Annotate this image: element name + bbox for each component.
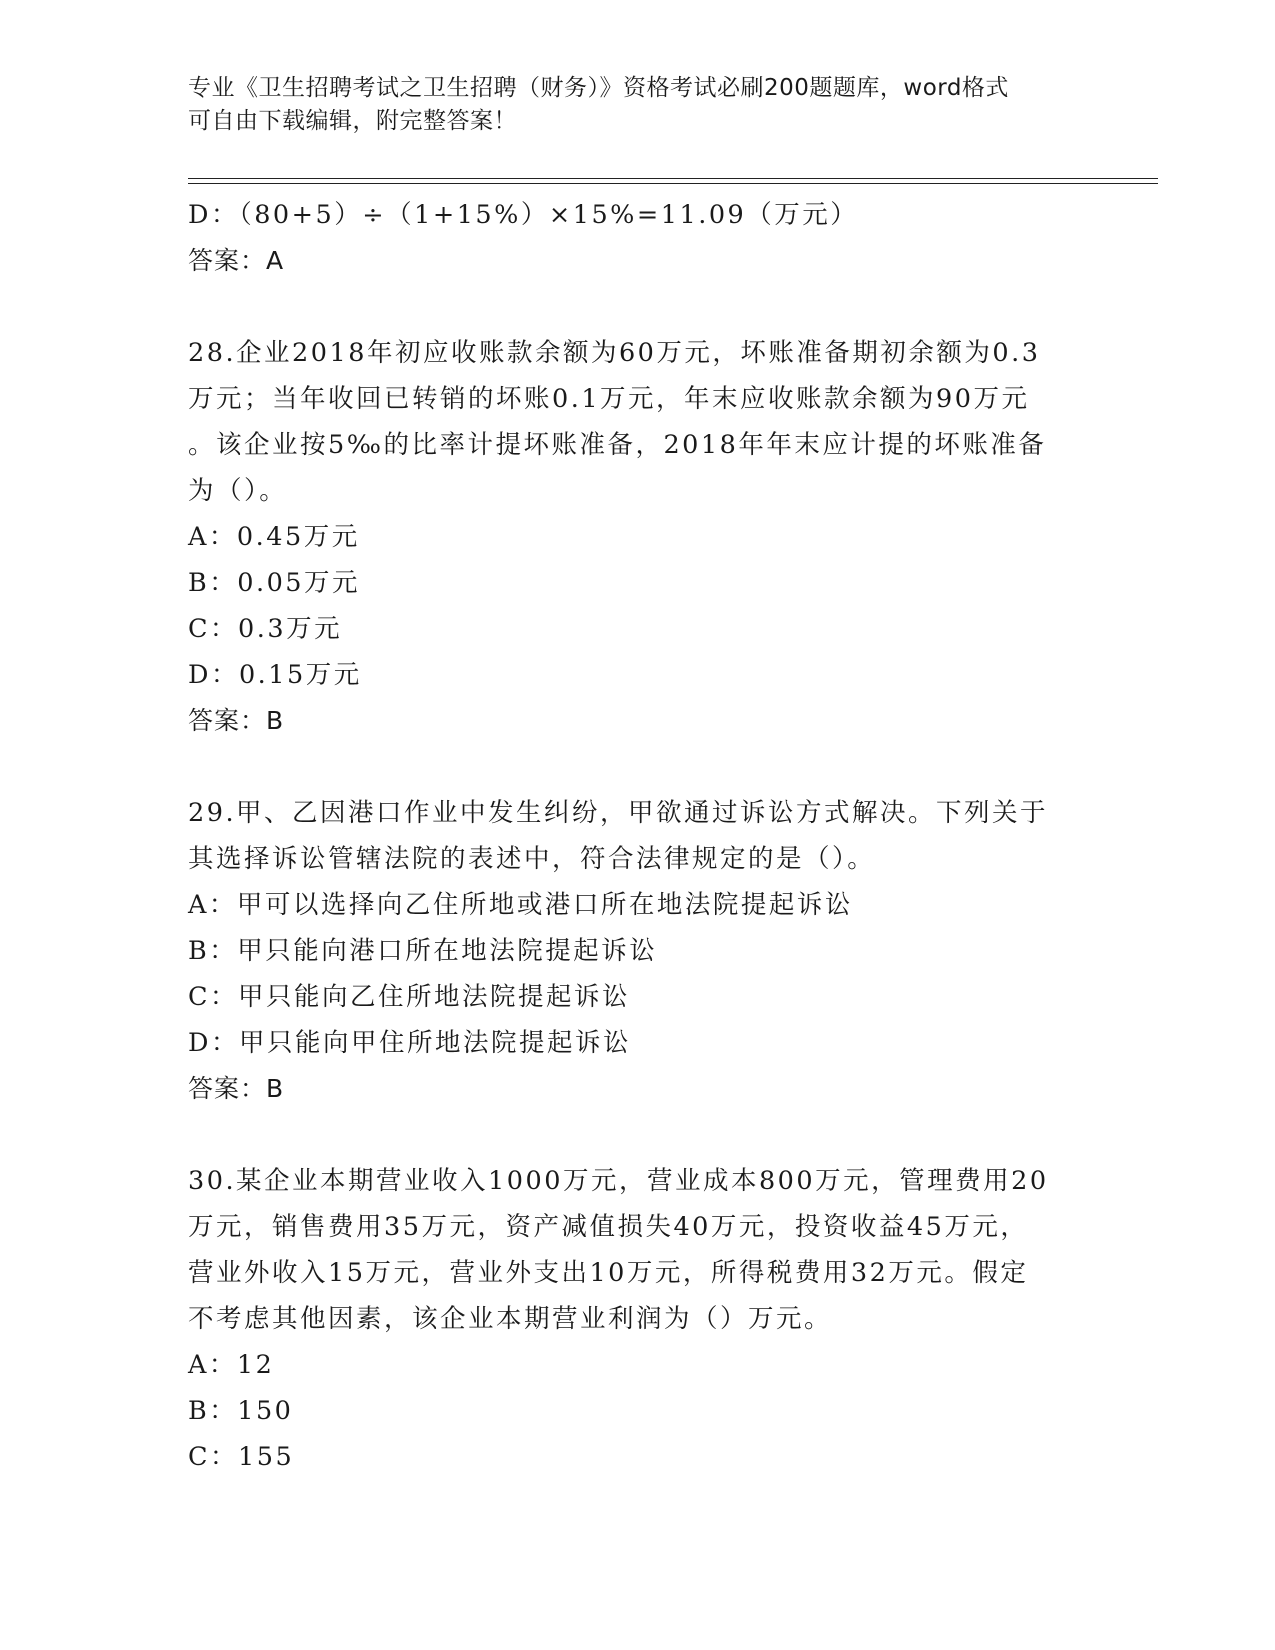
question-stem-line: 万元，销售费用35万元，资产减值损失40万元，投资收益45万元，: [188, 1212, 1029, 1242]
answer: 答案：B: [188, 1074, 285, 1103]
option-b: B：甲只能向港口所在地法院提起诉讼: [188, 936, 658, 966]
header-divider-bottom: [188, 183, 1158, 184]
question-stem-line: 不考虑其他因素，该企业本期营业利润为（）万元。: [188, 1304, 833, 1334]
question-stem-line: 。该企业按5‰的比率计提坏账准备，2018年年末应计提的坏账准备: [188, 430, 1047, 460]
document-header: [188, 72, 1088, 138]
option-d: D：甲只能向甲住所地法院提起诉讼: [188, 1028, 631, 1058]
header-line-2: 可自由下载编辑，附完整答案！: [188, 108, 517, 134]
answer: 答案：B: [188, 706, 285, 735]
question-stem-line: 万元；当年收回已转销的坏账0.1万元，年末应收账款余额为90万元: [188, 384, 1030, 414]
option-a: A：12: [188, 1350, 275, 1380]
answer: 答案：A: [188, 246, 285, 275]
question-stem-line: 营业外收入15万元，营业外支出10万元，所得税费用32万元。假定: [188, 1258, 1029, 1288]
question-stem-line: 28.企业2018年初应收账款余额为60万元，坏账准备期初余额为0.3: [188, 338, 1041, 368]
option-b: B：0.05万元: [188, 568, 361, 598]
option-c: C：0.3万元: [188, 614, 343, 644]
question-stem-line: 30.某企业本期营业收入1000万元，营业成本800万元，管理费用20: [188, 1166, 1049, 1196]
question-28: [188, 330, 1078, 744]
document-body: [188, 192, 1078, 1480]
option-a: A：甲可以选择向乙住所地或港口所在地法院提起诉讼: [188, 890, 853, 920]
option-d: D：0.15万元: [188, 660, 362, 690]
question-29: [188, 790, 1078, 1112]
header-line-1: 专业《卫生招聘考试之卫生招聘（财务）》资格考试必刷200题题库，word格式: [188, 75, 1009, 101]
previous-question-tail: [188, 192, 1078, 284]
option-c: C：155: [188, 1442, 295, 1472]
option-b: B：150: [188, 1396, 294, 1426]
question-stem-line: 为（）。: [188, 476, 288, 506]
question-stem-line: 29.甲、乙因港口作业中发生纠纷，甲欲通过诉讼方式解决。下列关于: [188, 798, 1049, 828]
question-stem-line: 其选择诉讼管辖法院的表述中，符合法律规定的是（）。: [188, 844, 876, 874]
question-30: [188, 1158, 1078, 1480]
header-divider-top: [188, 178, 1158, 179]
option-d: D：（80+5）÷（1+15%）×15%=11.09（万元）: [188, 200, 859, 230]
option-a: A：0.45万元: [188, 522, 360, 552]
option-c: C：甲只能向乙住所地法院提起诉讼: [188, 982, 631, 1012]
